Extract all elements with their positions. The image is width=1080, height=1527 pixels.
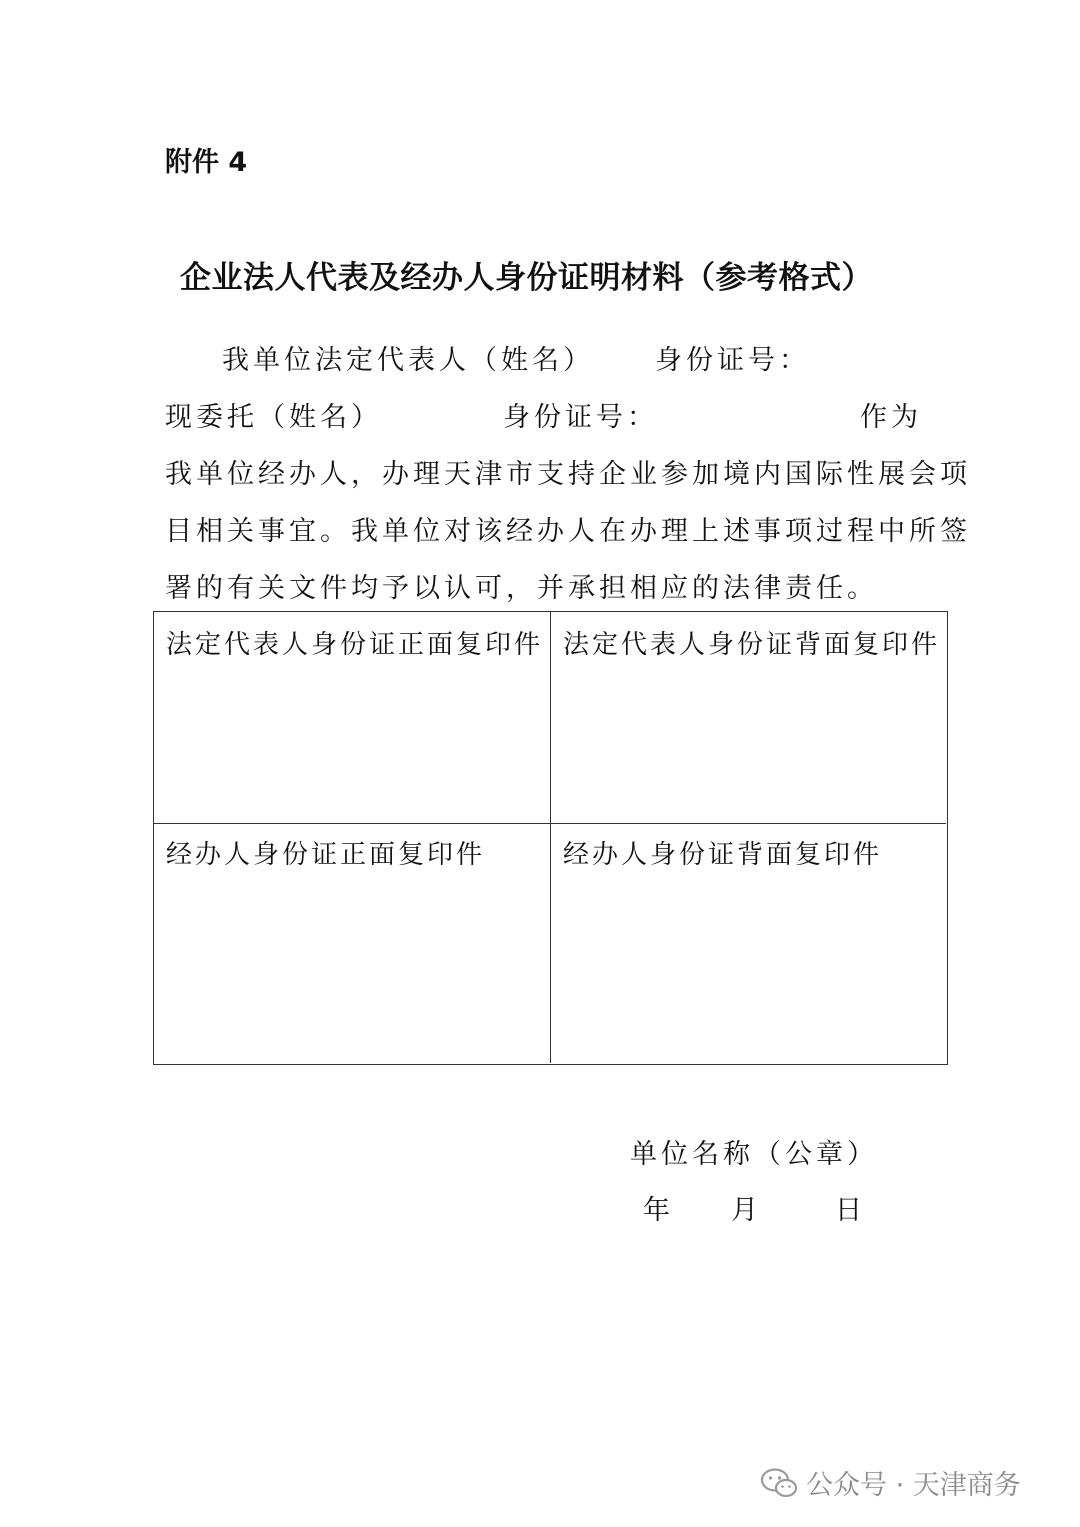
body-line-4: 目相关事宜。我单位对该经办人在办理上述事项过程中所签 <box>165 516 971 547</box>
body-line-1-part-1: 我单位法定代表人（姓名） <box>222 345 594 376</box>
date-year-label: 年 <box>643 1195 670 1226</box>
body-line-3: 我单位经办人，办理天津市支持企业参加境内国际性展会项 <box>165 459 971 490</box>
attachment-label: 附件 4 <box>165 147 248 178</box>
body-line-2-part-3: 作为 <box>860 402 922 433</box>
watermark-text: 公众号 · 天津商务 <box>806 1470 1021 1501</box>
body-line-5: 署的有关文件均予以认可，并承担相应的法律责任。 <box>165 573 878 604</box>
table-cell-legal-rep-front: 法定代表人身份证正面复印件 <box>154 612 551 824</box>
body-line-1-part-2: 身份证号： <box>655 345 810 376</box>
wechat-icon <box>760 1467 798 1499</box>
date-day-label: 日 <box>835 1195 862 1226</box>
table-cell-agent-front: 经办人身份证正面复印件 <box>154 824 551 1063</box>
id-copy-table <box>153 611 948 1065</box>
watermark <box>760 1463 1021 1502</box>
document-title: 企业法人代表及经办人身份证明材料（参考格式） <box>180 260 873 296</box>
date-month-label: 月 <box>731 1195 758 1226</box>
table-cell-agent-back: 经办人身份证背面复印件 <box>563 840 883 870</box>
body-line-2-part-1: 现委托（姓名） <box>165 402 382 433</box>
table-cell-legal-rep-back: 法定代表人身份证背面复印件 <box>551 612 946 824</box>
seal-label: 单位名称（公章） <box>630 1139 878 1170</box>
body-line-2-part-2: 身份证号： <box>503 402 658 433</box>
